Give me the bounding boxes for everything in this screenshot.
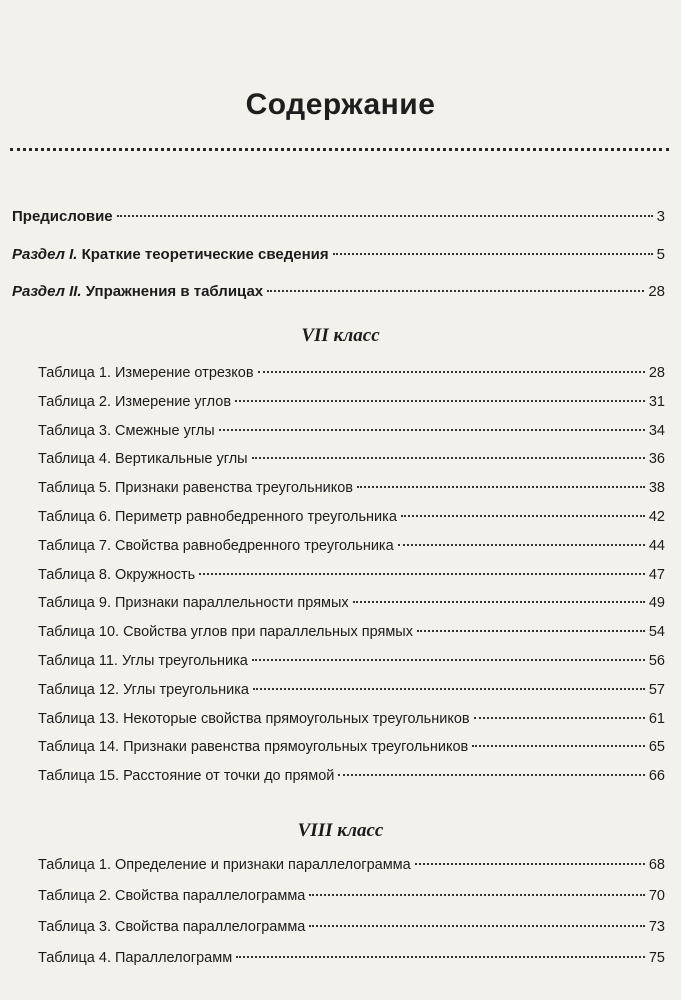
toc-page-number: 75 xyxy=(648,950,665,966)
toc-section-2 xyxy=(12,283,665,301)
toc-section-label: Раздел II. Упражнения в таблицах xyxy=(12,283,264,300)
dot-leader xyxy=(199,573,645,575)
toc-section-label: Раздел I. Краткие теоретические сведения xyxy=(12,246,329,263)
dot-leader xyxy=(417,630,645,632)
toc-page-number: 28 xyxy=(648,283,665,300)
dot-leader xyxy=(338,774,644,776)
dot-leader xyxy=(309,925,645,927)
toc-page-number: 56 xyxy=(648,653,665,669)
toc-entry-label: Таблица 7. Свойства равнобедренного треугольника xyxy=(38,537,394,554)
dot-leader xyxy=(117,215,653,217)
dot-leader xyxy=(219,429,645,431)
class-7-heading: VII класс xyxy=(301,325,380,346)
toc-entry-label: Таблица 8. Окружность xyxy=(38,566,196,583)
toc-entry-label: Таблица 14. Признаки равенства прямоугольных треугольников xyxy=(38,739,469,756)
dot-leader xyxy=(253,688,645,690)
toc-entry xyxy=(38,594,665,612)
toc-page-number: 73 xyxy=(648,919,665,935)
dot-leader xyxy=(474,717,645,719)
toc-entry xyxy=(38,479,665,497)
dot-leader xyxy=(252,457,645,459)
toc-entry-label: Таблица 5. Признаки равенства треугольников xyxy=(38,480,354,497)
toc-section-preface xyxy=(12,208,665,226)
toc-entry-label: Таблица 6. Периметр равнобедренного треугольника xyxy=(38,509,397,525)
toc-page-number: 47 xyxy=(648,566,665,583)
toc-entry-label: Таблица 3. Свойства параллелограмма xyxy=(38,919,306,935)
toc-page-number: 68 xyxy=(648,857,665,873)
toc-entry xyxy=(38,918,665,936)
toc-entry xyxy=(38,450,665,468)
dot-leader xyxy=(357,486,645,488)
toc-entry-label: Таблица 4. Параллелограмм xyxy=(38,950,233,966)
toc-entry xyxy=(38,767,665,785)
toc-entry xyxy=(38,949,665,967)
class-8-heading: VIII класс xyxy=(297,820,384,841)
toc-entry-label: Таблица 15. Расстояние от точки до прямой xyxy=(38,768,335,785)
toc-entry-label: Таблица 3. Смежные углы xyxy=(38,422,215,439)
dot-leader xyxy=(472,745,645,747)
toc-page-number: 57 xyxy=(648,681,665,698)
toc-page-number: 5 xyxy=(656,246,665,263)
dot-leader xyxy=(309,894,645,896)
dot-leader xyxy=(398,544,645,546)
toc-page-number: 66 xyxy=(648,768,665,785)
toc-entry-label: Таблица 2. Свойства параллелограмма xyxy=(38,888,306,904)
toc-page-number: 54 xyxy=(648,624,665,641)
toc-entry xyxy=(38,856,665,874)
toc-page-number: 28 xyxy=(648,365,665,381)
toc-section-1 xyxy=(12,246,665,264)
toc-entry-label: Таблица 12. Углы треугольника xyxy=(38,681,249,698)
toc-entry-label: Таблица 2. Измерение углов xyxy=(38,393,232,410)
toc-entry-label: Таблица 4. Вертикальные углы xyxy=(38,451,248,468)
toc-page-number: 3 xyxy=(656,208,665,225)
toc-page-number: 42 xyxy=(648,509,665,525)
toc-page-number: 61 xyxy=(648,710,665,727)
dot-leader xyxy=(415,863,645,865)
toc-page-number: 38 xyxy=(648,480,665,497)
toc-entry xyxy=(38,537,665,555)
toc-entry xyxy=(38,566,665,584)
dot-leader xyxy=(235,400,645,402)
toc-page-number: 70 xyxy=(648,888,665,904)
toc-entry xyxy=(38,652,665,670)
toc-entry-label: Таблица 9. Признаки параллельности прямых xyxy=(38,595,349,612)
dot-leader xyxy=(401,515,645,517)
dot-leader xyxy=(267,290,644,292)
toc-entry xyxy=(38,710,665,728)
toc-entry xyxy=(38,364,665,382)
toc-entry xyxy=(38,623,665,641)
toc-entry xyxy=(38,738,665,756)
toc-section-label: Предисловие xyxy=(12,208,113,225)
toc-entry xyxy=(38,393,665,411)
toc-entry-label: Таблица 10. Свойства углов при параллельных прямых xyxy=(38,624,413,641)
page-title: Содержание xyxy=(245,88,436,121)
dot-leader xyxy=(258,371,645,373)
toc-entry xyxy=(38,422,665,440)
toc-page-number: 44 xyxy=(648,537,665,554)
title-divider xyxy=(10,148,669,151)
toc-entry-label: Таблица 1. Измерение отрезков xyxy=(38,365,254,381)
toc-page-number: 36 xyxy=(648,451,665,468)
toc-entry-label: Таблица 13. Некоторые свойства прямоугольных треугольников xyxy=(38,710,470,727)
dot-leader xyxy=(353,601,645,603)
toc-entry-label: Таблица 11. Углы треугольника xyxy=(38,653,248,669)
dot-leader xyxy=(252,659,645,661)
toc-page-number: 34 xyxy=(648,422,665,439)
toc-entry xyxy=(38,508,665,526)
toc-entry xyxy=(38,887,665,905)
toc-page-number: 49 xyxy=(648,595,665,612)
dot-leader xyxy=(236,956,645,958)
dot-leader xyxy=(333,253,653,255)
toc-page-number: 65 xyxy=(648,739,665,756)
toc-entry-label: Таблица 1. Определение и признаки параллелограмма xyxy=(38,857,411,873)
toc-entry xyxy=(38,681,665,699)
toc-page-number: 31 xyxy=(648,393,665,410)
